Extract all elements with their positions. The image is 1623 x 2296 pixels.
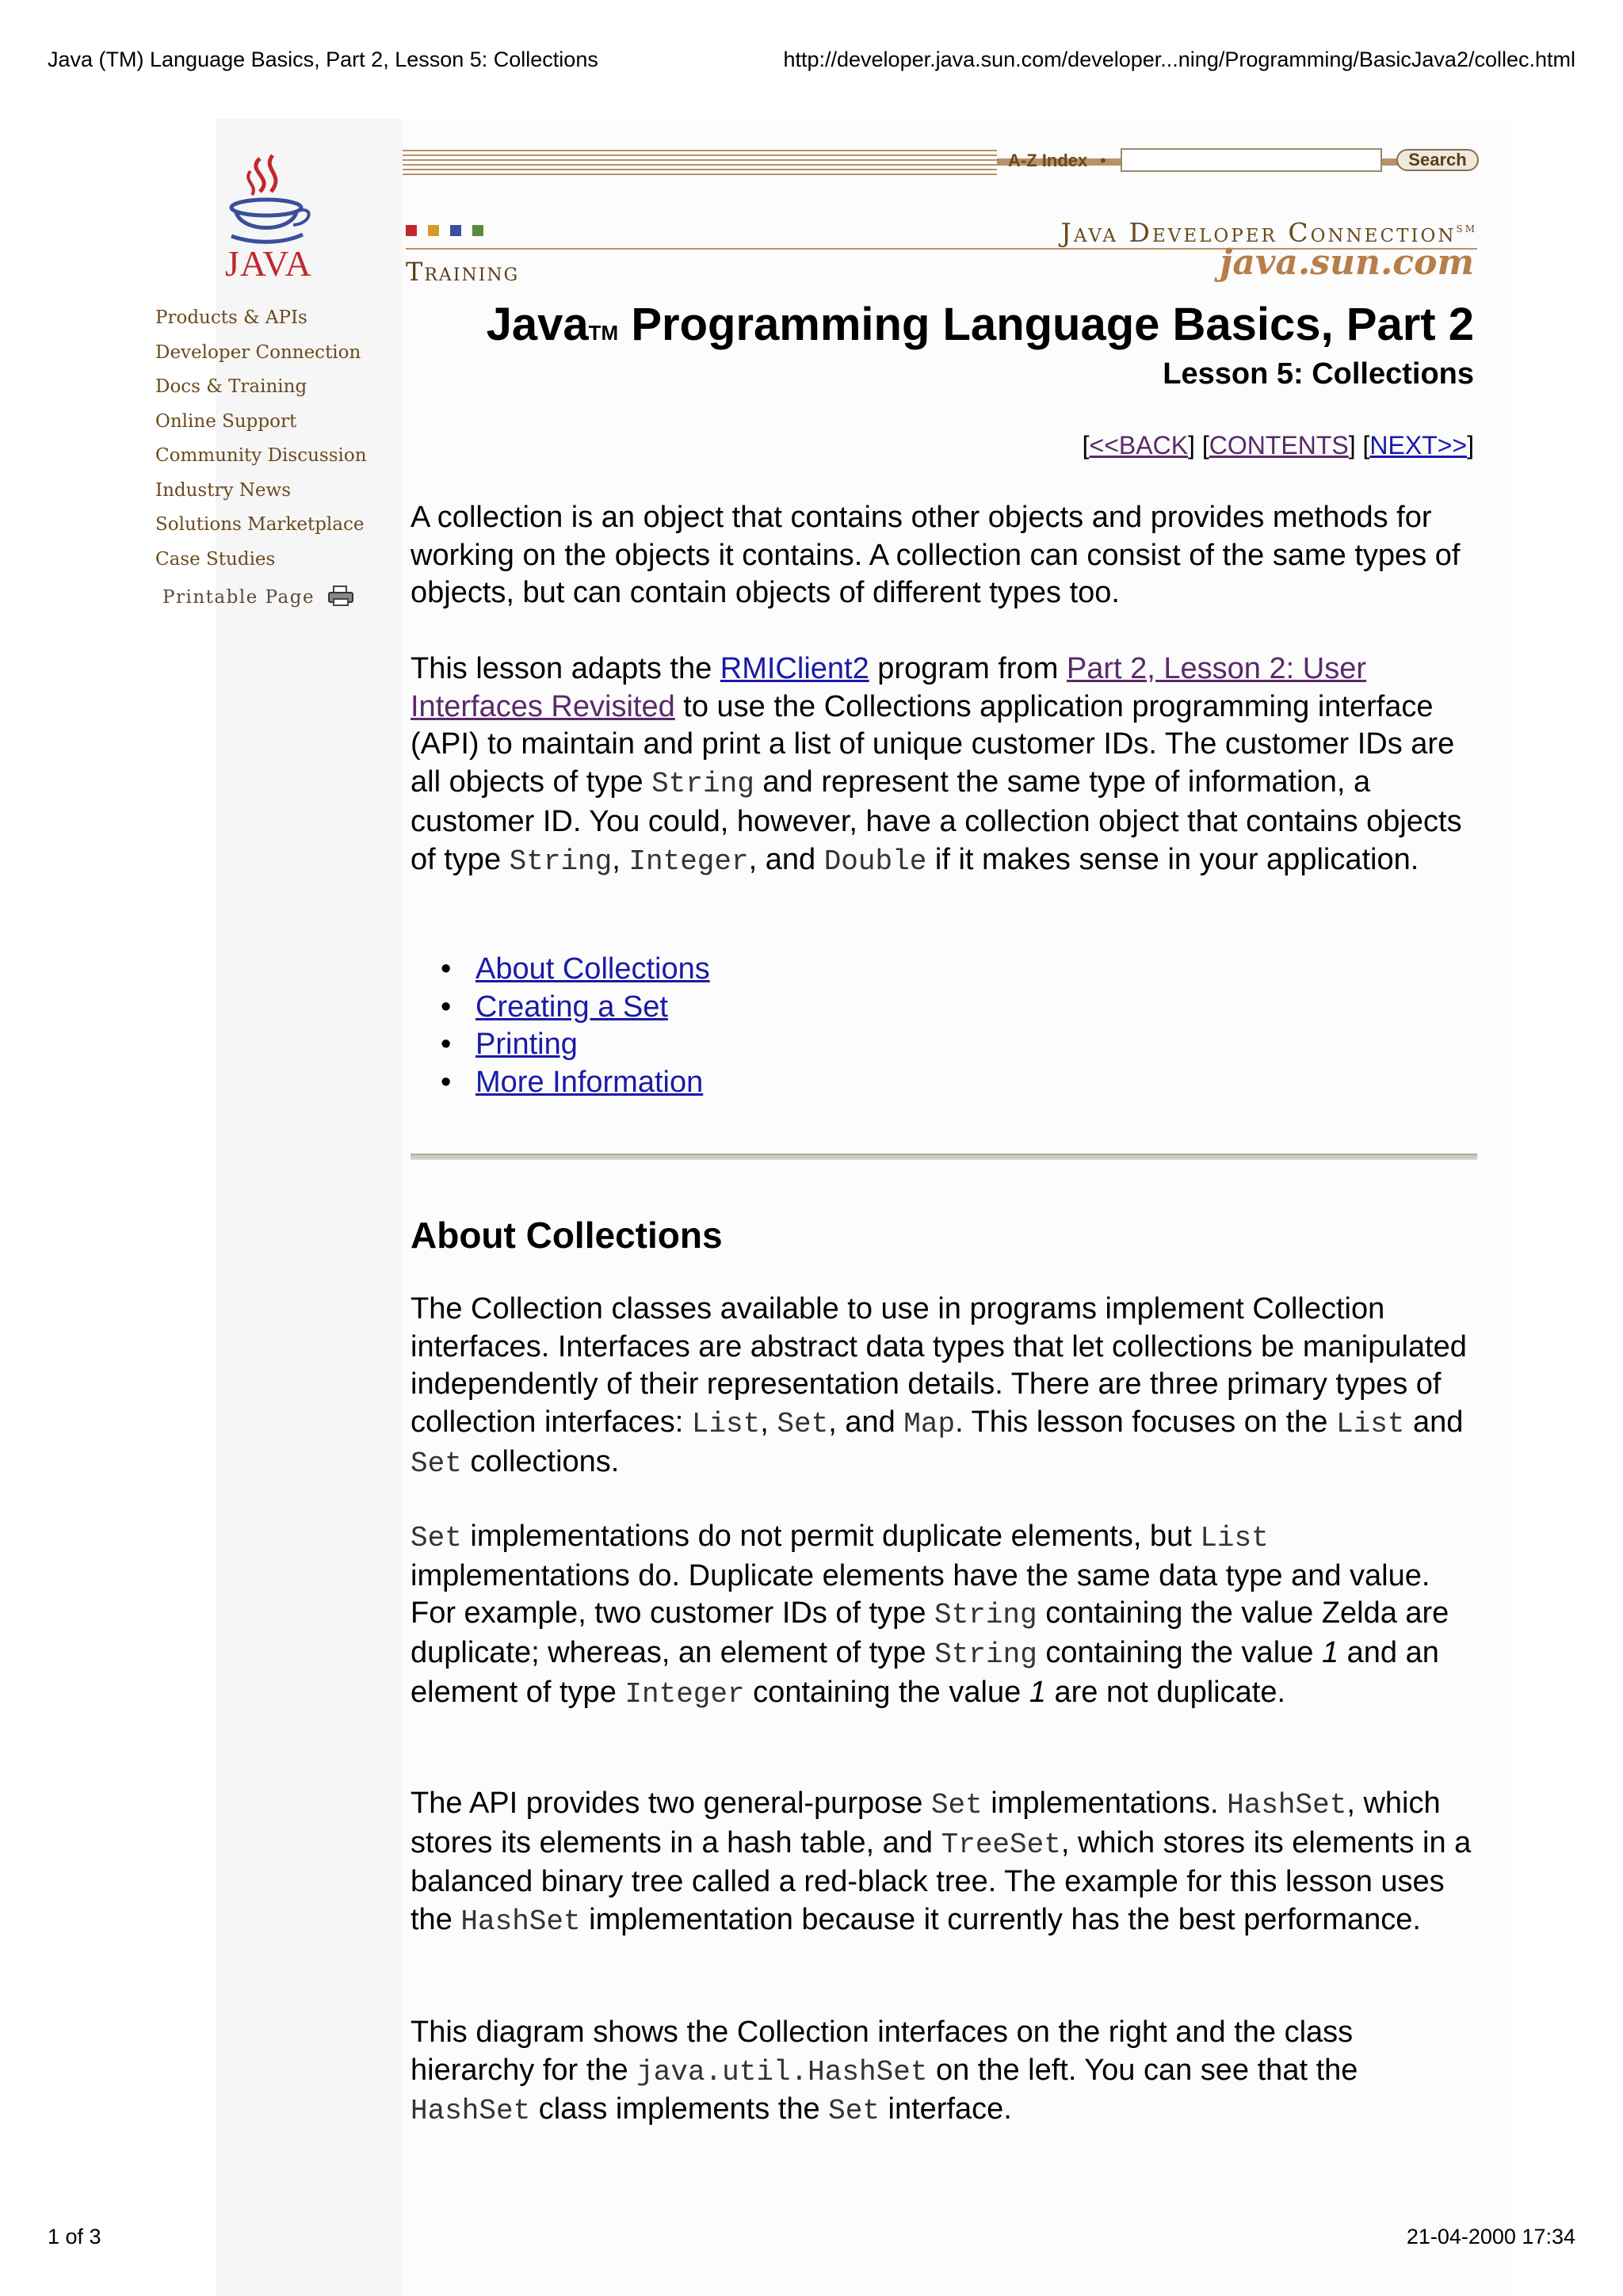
toc-creating-a-set-link[interactable]: Creating a Set xyxy=(475,990,668,1024)
training-label: Training xyxy=(406,257,520,287)
code-hashset: HashSet xyxy=(411,2095,531,2128)
about-collections-heading: About Collections xyxy=(411,1215,723,1256)
site-name[interactable]: java.sun.com xyxy=(1220,242,1474,283)
code-string: String xyxy=(934,1638,1037,1672)
part2-lesson2-link[interactable]: Part 2, Lesson 2: User Interfaces Revisited xyxy=(411,652,1366,723)
text-run: program from xyxy=(869,652,1067,685)
table-of-contents xyxy=(428,951,710,1101)
intro-paragraph-2 xyxy=(411,650,1480,880)
search-input[interactable] xyxy=(1121,148,1382,172)
printable-page-label: Printable Page xyxy=(162,587,315,608)
text-run: to use the Collections application programming interface (API) to maintain and print a list of unique customer IDs. The customer IDs are all objects of type xyxy=(411,689,1455,799)
jdc-sm-mark: SM xyxy=(1456,223,1477,235)
print-header xyxy=(48,48,1575,79)
trademark-mark: TM xyxy=(588,321,619,345)
about-paragraph-2 xyxy=(411,1518,1480,1714)
text-run: implementation because it currently has the best performance. xyxy=(580,1903,1421,1937)
text-run: containing the value Zelda are duplicate; whereas, an element of type xyxy=(411,1596,1449,1670)
code-set: Set xyxy=(777,1408,829,1441)
toc-about-collections-link[interactable]: About Collections xyxy=(475,952,710,986)
code-double: Double xyxy=(823,845,927,878)
top-bar xyxy=(403,147,1480,179)
next-link[interactable]: NEXT>> xyxy=(1369,431,1468,460)
text-run: are not duplicate. xyxy=(1045,1675,1286,1709)
java-logo-text: JAVA xyxy=(225,243,312,284)
code-string: String xyxy=(934,1599,1037,1632)
text-run: . This lesson focuses on the xyxy=(955,1405,1336,1440)
code-hashset: HashSet xyxy=(1227,1789,1347,1821)
text-run: , xyxy=(612,842,629,876)
square-icon xyxy=(450,225,461,236)
print-page-url: http://developer.java.sun.com/developer...ning/Programming/BasicJava2/collec.html xyxy=(783,48,1575,71)
code-list: List xyxy=(691,1408,761,1441)
text-run: , and xyxy=(828,1405,904,1440)
text-run: This lesson adapts the xyxy=(411,652,720,685)
code-integer: Integer xyxy=(628,845,749,878)
code-list: List xyxy=(1336,1408,1405,1441)
java-cup-icon xyxy=(214,151,317,246)
toc-item xyxy=(428,951,710,989)
toc-printing-link[interactable]: Printing xyxy=(475,1028,578,1061)
value-one: 1 xyxy=(1029,1675,1046,1709)
text-run: , xyxy=(760,1405,777,1440)
section-divider xyxy=(411,1154,1477,1160)
code-string: String xyxy=(509,845,613,878)
printer-icon xyxy=(327,585,354,612)
text-run: and xyxy=(1404,1405,1464,1440)
text-run: and represent the same type of information, a customer ID. You could, however, have a collection object that contains objects of type xyxy=(411,765,1462,876)
az-bullet: • xyxy=(1100,151,1106,170)
square-icon xyxy=(406,225,417,236)
toc-more-information-link[interactable]: More Information xyxy=(475,1065,704,1099)
text-run: collections. xyxy=(461,1444,620,1478)
code-integer: Integer xyxy=(624,1677,745,1711)
nav-community-discussion[interactable]: Community Discussion xyxy=(155,445,367,466)
toc-item xyxy=(428,989,710,1027)
code-set: Set xyxy=(411,1447,462,1480)
code-set: Set xyxy=(411,1522,462,1554)
page-title xyxy=(403,298,1474,351)
code-hashset: HashSet xyxy=(460,1905,581,1939)
print-date: 21-04-2000 17:34 xyxy=(1406,2225,1575,2248)
text-run: containing the value xyxy=(1037,1636,1322,1670)
nav-products-apis[interactable]: Products & APIs xyxy=(155,307,307,328)
code-map: Map xyxy=(903,1408,956,1441)
decorative-stripes xyxy=(403,150,997,175)
code-list: List xyxy=(1200,1522,1269,1554)
text-run: implementations do not permit duplicate elements, but xyxy=(461,1520,1201,1553)
square-icon xyxy=(428,225,439,236)
back-link[interactable]: <<BACK xyxy=(1089,431,1189,460)
about-paragraph-3 xyxy=(411,1785,1480,1941)
contents-link[interactable]: CONTENTS xyxy=(1209,431,1349,460)
color-squares xyxy=(406,225,495,240)
title-java: Java xyxy=(486,299,589,350)
left-navigation xyxy=(155,301,377,577)
nav-case-studies[interactable]: Case Studies xyxy=(155,548,276,570)
code-java-util-hashset: java.util.HashSet xyxy=(636,2055,928,2088)
value-one: 1 xyxy=(1321,1636,1339,1670)
lesson-nav: [<<BACK] [CONTENTS] [NEXT>>] xyxy=(1082,431,1474,460)
code-string: String xyxy=(651,768,754,801)
text-run: implementations do. Duplicate elements have the same data type and value. For example, two customer IDs of type xyxy=(411,1558,1430,1630)
text-run: interface. xyxy=(879,2092,1012,2126)
code-set: Set xyxy=(828,2095,880,2128)
text-run: on the left. You can see that the xyxy=(927,2053,1358,2087)
text-run: The API provides two general-purpose xyxy=(411,1787,931,1820)
code-treeset: TreeSet xyxy=(941,1828,1061,1861)
text-run: containing the value xyxy=(744,1675,1029,1709)
print-footer xyxy=(48,2225,1575,2256)
nav-solutions-marketplace[interactable]: Solutions Marketplace xyxy=(155,514,365,535)
square-icon xyxy=(472,225,483,236)
nav-online-support[interactable]: Online Support xyxy=(155,410,297,432)
rmiclient2-link[interactable]: RMIClient2 xyxy=(720,652,869,685)
az-index-link[interactable]: A-Z Index xyxy=(1008,151,1088,170)
print-page-title: Java (TM) Language Basics, Part 2, Lesson 5: Collections xyxy=(48,48,598,71)
text-run: implementations. xyxy=(982,1787,1228,1820)
text-run: if it makes sense in your application. xyxy=(926,842,1419,876)
toc-item xyxy=(428,1026,710,1064)
java-logo[interactable] xyxy=(214,151,317,285)
about-paragraph-1 xyxy=(411,1291,1480,1483)
intro-paragraph-1 xyxy=(411,499,1480,612)
text-run: , which stores its elements in a balanced binary tree called a red-black tree. The example for this lesson uses the xyxy=(411,1825,1472,1937)
title-rest: Programming Language Basics, Part 2 xyxy=(618,299,1474,350)
page-number: 1 of 3 xyxy=(48,2225,101,2248)
about-paragraph-4 xyxy=(411,2014,1480,2130)
text-run: and an element of type xyxy=(411,1636,1439,1709)
lesson-subtitle: Lesson 5: Collections xyxy=(1163,357,1474,391)
text-run: The Collection classes available to use in programs implement Collection interfaces. Interfaces are abstract data types that let collections be manipulated independently of their representation details. There are three primary types of collection interfaces: xyxy=(411,1292,1467,1440)
nav-docs-training[interactable]: Docs & Training xyxy=(155,376,307,397)
jdc-banner-text: Java Developer Connection xyxy=(1060,217,1457,248)
code-set: Set xyxy=(930,1789,983,1821)
text-run: , and xyxy=(748,842,824,876)
intro-text-1: A collection is an object that contains other objects and provides methods for working on the objects it contains. A collection can consist of the same types of objects, but can contain objects of different types too. xyxy=(411,501,1461,610)
toc-item xyxy=(428,1064,710,1102)
nav-industry-news[interactable]: Industry News xyxy=(155,479,292,501)
search-button[interactable]: Search xyxy=(1396,149,1479,171)
text-run: , which stores its elements in a hash table, and xyxy=(411,1787,1441,1859)
text-run: This diagram shows the Collection interfaces on the right and the class hierarchy for the xyxy=(411,2016,1354,2087)
printable-page-link[interactable] xyxy=(162,585,354,612)
nav-developer-connection[interactable]: Developer Connection xyxy=(155,341,361,363)
text-run: class implements the xyxy=(530,2092,829,2126)
